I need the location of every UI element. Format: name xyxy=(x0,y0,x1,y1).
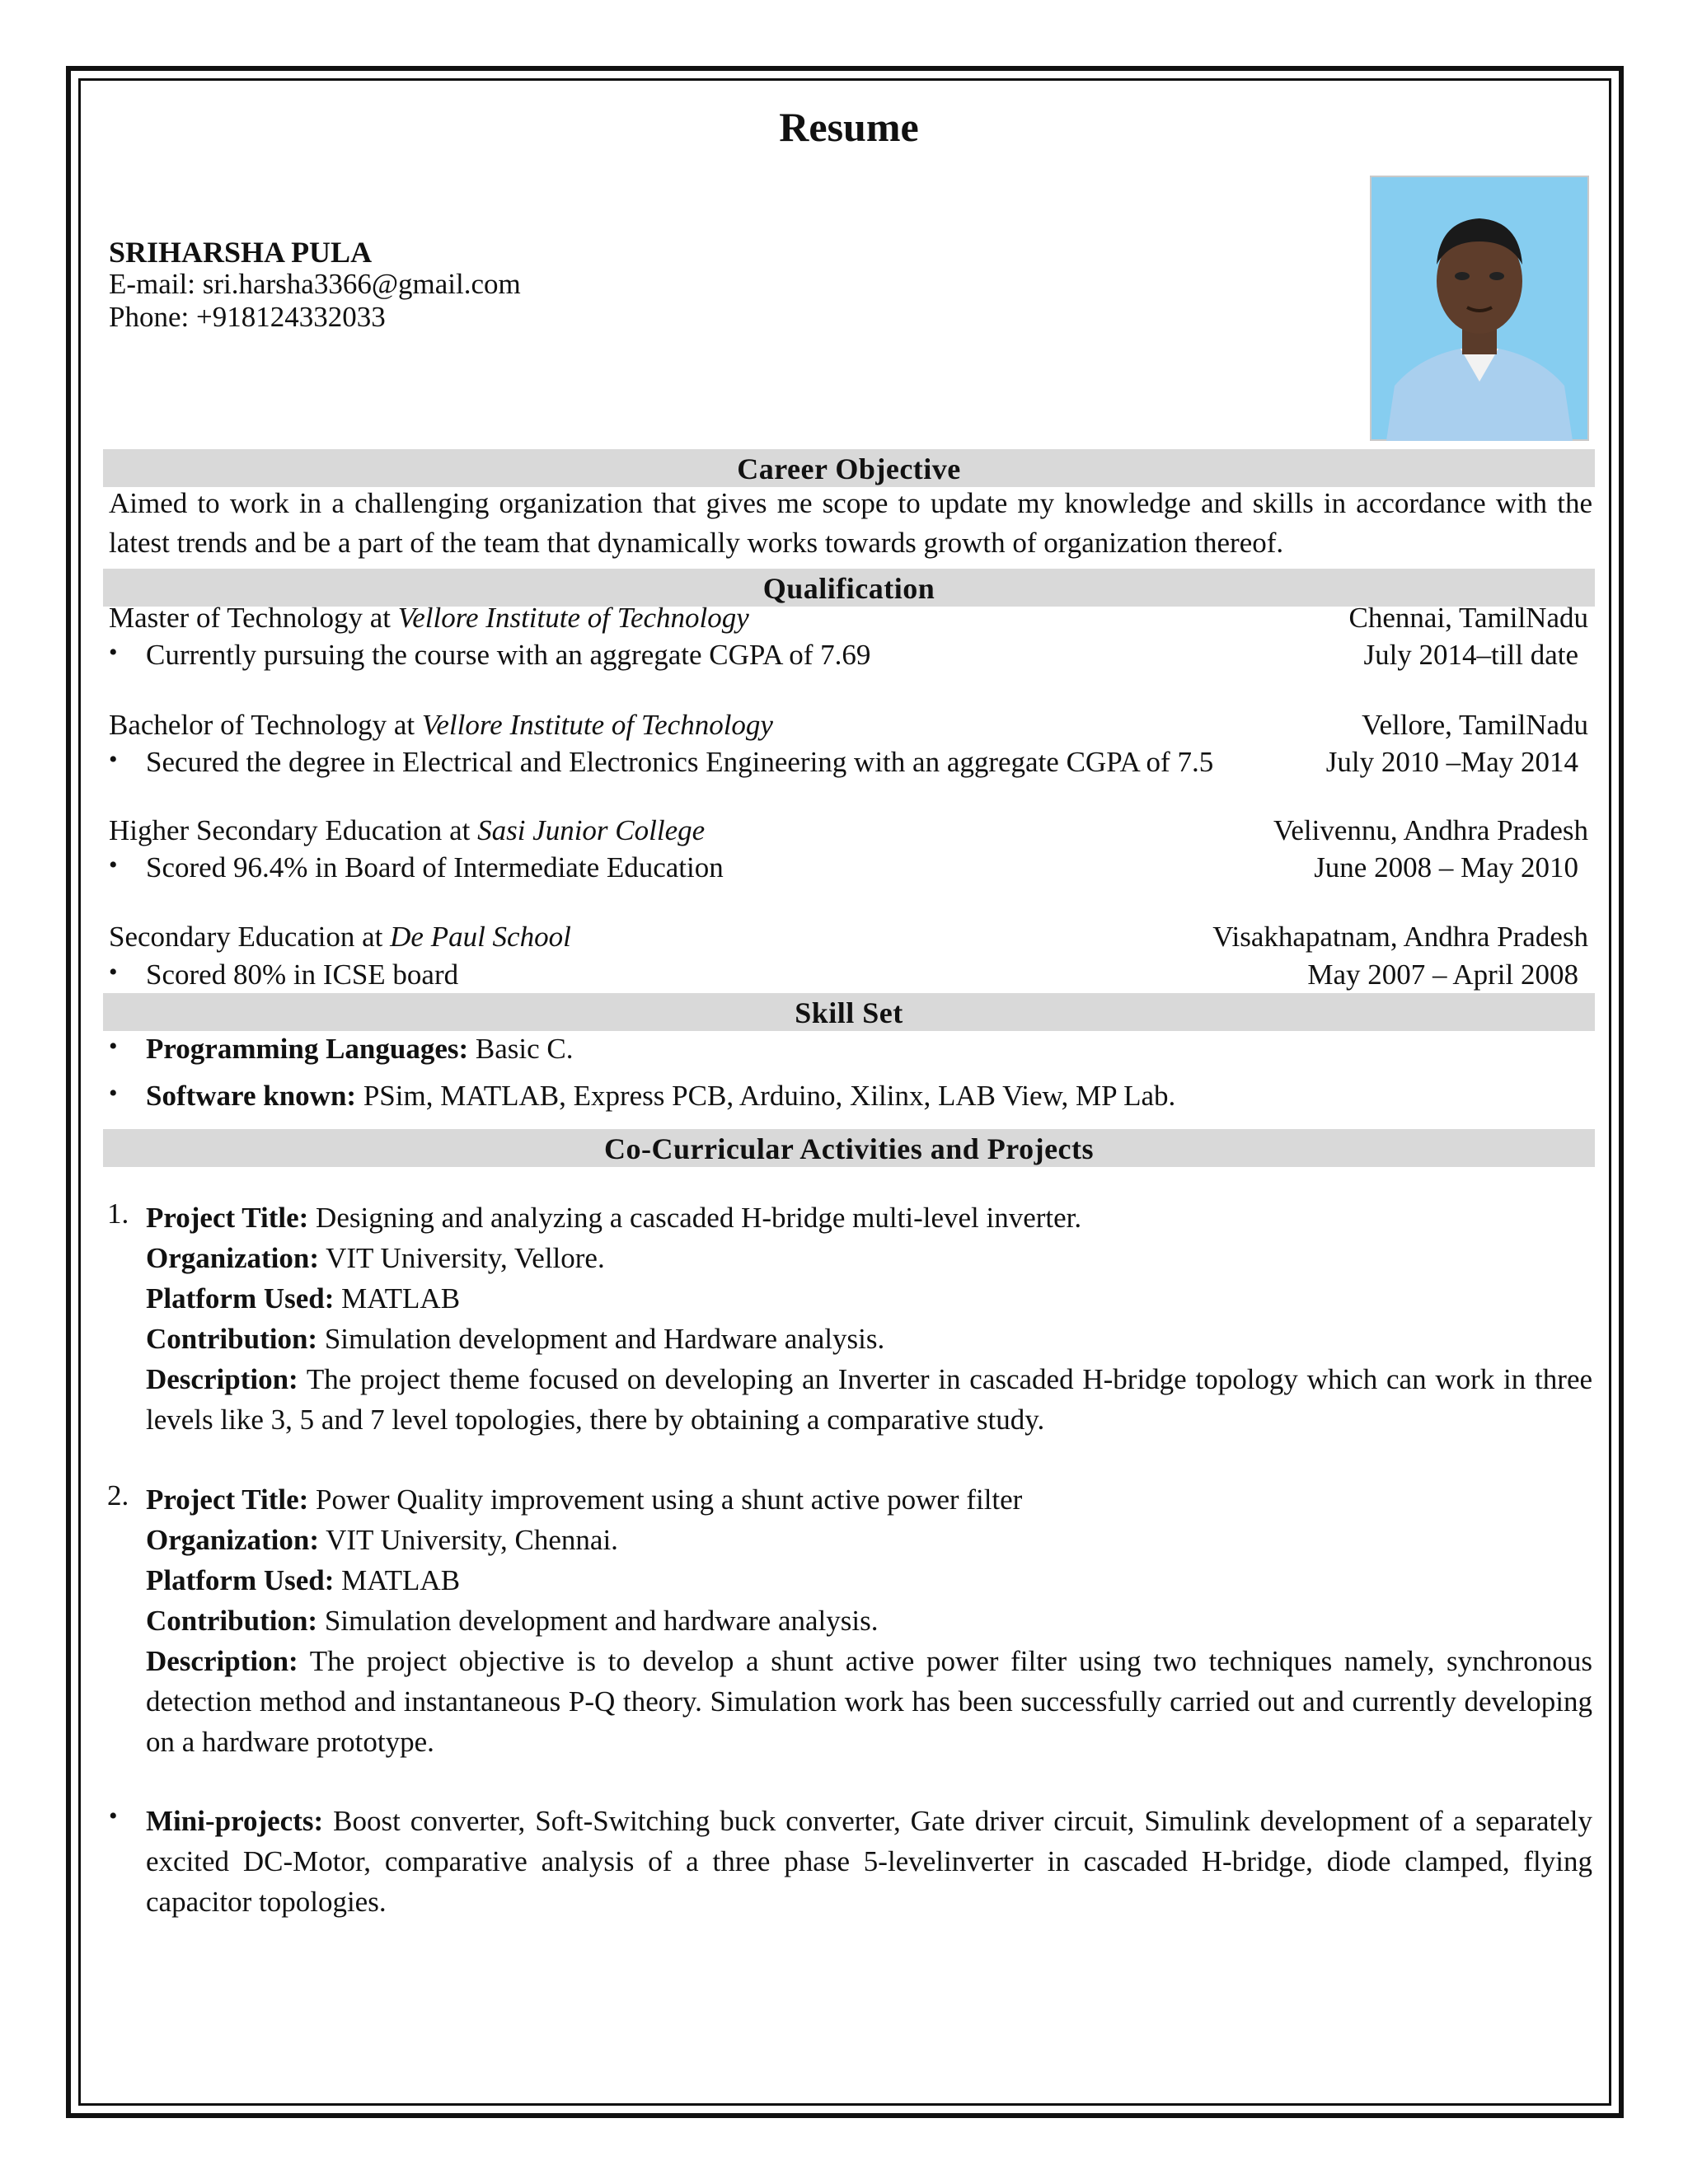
at-word: at xyxy=(369,602,391,634)
project-contribution-line xyxy=(146,1319,1592,1359)
project-description xyxy=(146,1359,1592,1440)
degree: Master of Technology xyxy=(109,602,363,634)
project-title-label: Project Title: xyxy=(146,1483,309,1516)
portrait-illustration xyxy=(1370,176,1589,441)
location: Velivennu, Andhra Pradesh xyxy=(1273,814,1588,846)
skill-label: Software known: xyxy=(146,1080,357,1112)
project-platform-line xyxy=(146,1560,1592,1601)
phone-value: +918124332033 xyxy=(195,301,386,333)
project-org-line xyxy=(146,1238,1592,1278)
person-name: SRIHARSHA PULA xyxy=(109,236,373,269)
qualification-detail: Currently pursuing the course with an aggregate CGPA of 7.69 xyxy=(146,639,871,671)
bullet: • xyxy=(109,851,118,879)
section-qualification: Qualification xyxy=(103,569,1595,607)
contribution-value: Simulation development and Hardware analysis. xyxy=(324,1323,885,1355)
institution: Vellore Institute of Technology xyxy=(421,709,773,741)
section-activities: Co-Curricular Activities and Projects xyxy=(103,1129,1595,1167)
location: Vellore, TamilNadu xyxy=(1362,709,1588,741)
org-label: Organization: xyxy=(146,1524,319,1556)
email-line xyxy=(109,268,521,301)
qualification-heading xyxy=(109,921,571,954)
period: July 2014–till date xyxy=(1363,639,1578,671)
description-label: Description: xyxy=(146,1645,298,1677)
qualification-detail: Secured the degree in Electrical and Electronics Engineering with an aggregate CGPA of 7.5 xyxy=(146,746,1214,778)
bullet: • xyxy=(109,746,118,773)
qualification-detail: Scored 80% in ICSE board xyxy=(146,958,459,991)
platform-value: MATLAB xyxy=(341,1282,461,1315)
description-label: Description: xyxy=(146,1363,298,1395)
org-label: Organization: xyxy=(146,1242,319,1274)
at-word: at xyxy=(449,814,471,846)
mini-projects-label: Mini-projects: xyxy=(146,1805,324,1837)
project-contribution-line xyxy=(146,1601,1592,1641)
qualification-heading xyxy=(109,602,749,635)
period: July 2010 –May 2014 xyxy=(1325,746,1578,778)
bullet: • xyxy=(109,1080,118,1107)
institution: De Paul School xyxy=(390,921,571,953)
mini-projects xyxy=(146,1801,1592,1922)
institution: Sasi Junior College xyxy=(477,814,706,846)
period: May 2007 – April 2008 xyxy=(1307,958,1578,991)
mini-projects-text: Boost converter, Soft-Switching buck converter, Gate driver circuit, Simulink development of a separately excited DC-Motor, comparative analysis of a three phase 5-levelinverter in cascaded H-bridge, diode clamped, flying capacitor topologies. xyxy=(146,1805,1593,1918)
email-label: E-mail: xyxy=(109,268,195,300)
project-title-line xyxy=(146,1479,1592,1520)
skill-value: Basic C. xyxy=(475,1033,574,1065)
location: Chennai, TamilNadu xyxy=(1348,602,1588,634)
qualification-row xyxy=(103,814,1595,852)
bullet: • xyxy=(109,1033,118,1060)
project-description xyxy=(146,1641,1592,1762)
project-title-line xyxy=(146,1197,1592,1238)
bullet: • xyxy=(109,639,118,666)
qualification-row xyxy=(103,602,1595,640)
section-skill-set: Skill Set xyxy=(103,993,1595,1031)
at-word: at xyxy=(393,709,415,741)
phone-line xyxy=(109,301,386,334)
platform-label: Platform Used: xyxy=(146,1282,335,1315)
qualification-heading xyxy=(109,709,773,742)
contribution-label: Contribution: xyxy=(146,1605,318,1637)
qualification-detail-row xyxy=(103,746,1595,784)
profile-photo xyxy=(1370,176,1589,441)
qualification-detail-row xyxy=(103,958,1595,996)
skill-label: Programming Languages: xyxy=(146,1033,469,1065)
degree: Secondary Education xyxy=(109,921,355,953)
platform-value: MATLAB xyxy=(341,1564,461,1596)
qualification-row xyxy=(103,709,1595,747)
institution: Vellore Institute of Technology xyxy=(397,602,749,634)
qualification-detail-row xyxy=(103,639,1595,677)
email-value: sri.harsha3366@gmail.com xyxy=(202,268,521,300)
location: Visakhapatnam, Andhra Pradesh xyxy=(1212,921,1588,953)
qualification-row xyxy=(103,921,1595,958)
description-value: The project objective is to develop a shunt active power filter using two techniques namely, synchronous detection method and instantaneous P-Q theory. Simulation work has been successfully carried out and currently developing on a hardware prototype. xyxy=(146,1645,1592,1758)
page-title: Resume xyxy=(779,104,919,150)
skill-value: PSim, MATLAB, Express PCB, Arduino, Xilinx, LAB View, MP Lab. xyxy=(363,1080,1176,1112)
contribution-value: Simulation development and hardware analysis. xyxy=(324,1605,879,1637)
contribution-label: Contribution: xyxy=(146,1323,318,1355)
section-career-objective: Career Objective xyxy=(103,449,1595,487)
degree: Higher Secondary Education xyxy=(109,814,443,846)
platform-label: Platform Used: xyxy=(146,1564,335,1596)
degree: Bachelor of Technology xyxy=(109,709,387,741)
qualification-detail: Scored 96.4% in Board of Intermediate Education xyxy=(146,851,724,883)
project-number: 1. xyxy=(107,1197,129,1230)
project-number: 2. xyxy=(107,1479,129,1511)
bullet: • xyxy=(109,1802,118,1830)
career-objective-text: Aimed to work in a challenging organization that gives me scope to update my knowledge and skills in accordance with the latest trends and be a part of the team that dynamically works towards growth of organization thereof. xyxy=(109,487,1592,559)
period: June 2008 – May 2010 xyxy=(1314,851,1578,883)
project-org-line xyxy=(146,1520,1592,1560)
skill-item xyxy=(103,1033,1595,1071)
org-value: VIT University, Vellore. xyxy=(326,1242,605,1274)
qualification-detail-row xyxy=(103,851,1595,889)
qualification-heading xyxy=(109,814,705,847)
at-word: at xyxy=(362,921,383,953)
skill-item xyxy=(103,1080,1595,1118)
project-platform-line xyxy=(146,1278,1592,1319)
project-title: Designing and analyzing a cascaded H-bridge multi-level inverter. xyxy=(316,1202,1082,1234)
bullet: • xyxy=(109,958,118,986)
org-value: VIT University, Chennai. xyxy=(326,1524,618,1556)
project-title-label: Project Title: xyxy=(146,1202,309,1234)
description-value: The project theme focused on developing an Inverter in cascaded H-bridge topology which can work in three levels like 3, 5 and 7 level topologies, there by obtaining a comparative study. xyxy=(146,1363,1593,1436)
phone-label: Phone: xyxy=(109,301,190,333)
project-title: Power Quality improvement using a shunt active power filter xyxy=(316,1483,1023,1516)
